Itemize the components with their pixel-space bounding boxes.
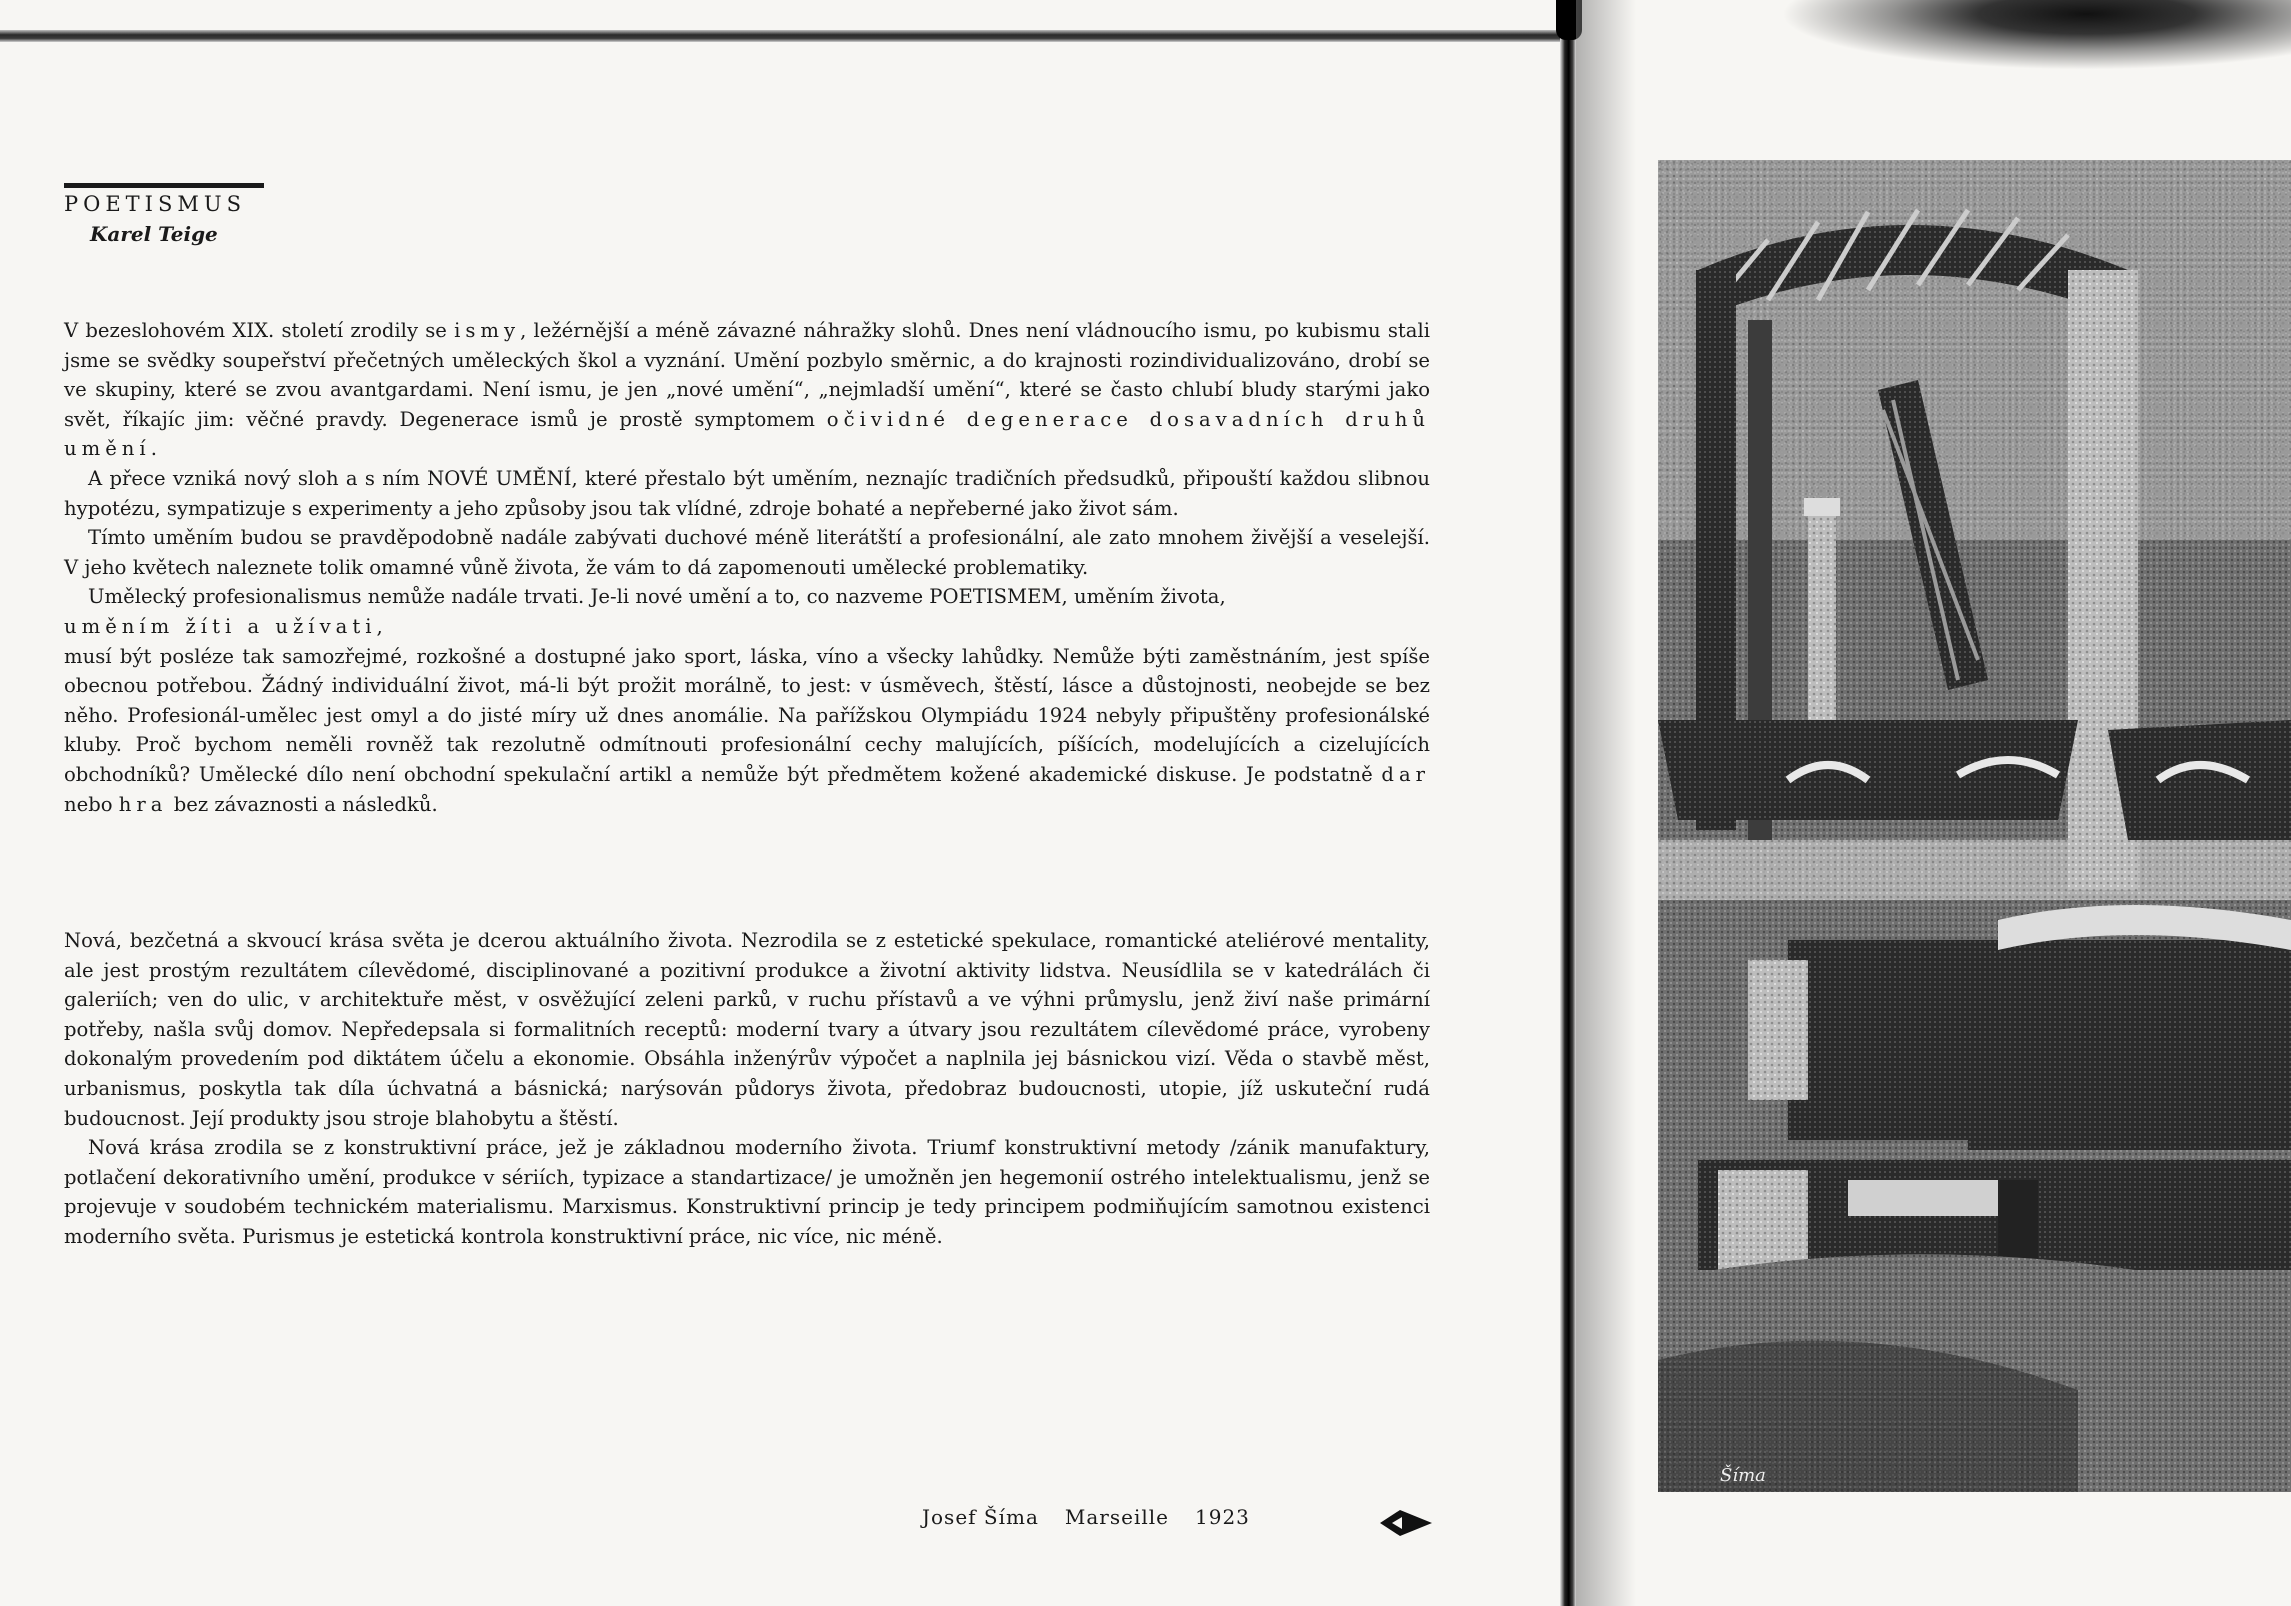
paragraph-3: Tímto uměním budou se pravděpodobně nadále zabývati duchové méně literátští a profesionální, ale zato mnohem živější a veselejší. V jeho květech naleznete tolik omamné vůně života, že vám to dá zapomenouti umělecké problematiky. (64, 526, 1430, 579)
text-block-2 (64, 926, 1430, 1252)
paragraph-6: Nová krása zrodila se z konstruktivní práce, jež je základnou moderního života. Triumf konstruktivní metody /zánik manufaktury, potlačení dekorativního umění, produkce v sériích, typizace a standartizace/ je umožněn jen hegemonií ostrého intelektualismu, jenž se projevuje v soudobém technickém materialismu. Marxismus. Konstruktivní princip je tedy principem podmiňujícím samotnou existenci moderního světa. Purismus je estetická kontrola konstruktivní práce, nic více, nic méně. (64, 1136, 1430, 1248)
paragraph-4a: Umělecký profesionalismus nemůže nadále trvati. Je-li nové umění a to, co nazveme POETISMEM, uměním života, (88, 585, 1226, 609)
article-author: Karel Teige (90, 222, 218, 246)
caption-place: Marseille (1064, 1505, 1169, 1529)
caption-year: 1923 (1195, 1505, 1250, 1529)
painting-image (1658, 160, 2291, 1492)
paragraph-4c: musí být posléze tak samozřejmé, rozkošné a dostupné jako sport, láska, víno a všecky lahůdky. Nemůže býti zaměstnáním, jest spíše obecnou potřebou. Žádný individuální život, má-li být prožit morálně, to jest: v úsměvech, štěstí, lásce a důstojnosti, neobejde se bez něho. Profesionál-umělec jest omyl a do jisté míry už dnes anomálie. Na pařížskou Olympiádu 1924 nebyly připuštěny profesionálské kluby. Proč bychom neměli rovněž tak rezolutně odmítnouti profesionální cechy malujících, píšících, modelujících a cizelujících obchodníků? Umělecké dílo není obchodní spekulační artikl a nemůže být předmětem kožené akademické diskuse. Je podstatně dar nebo hra bez závaznosti a následků. (64, 644, 1430, 816)
scan-smudge (1780, 0, 2291, 70)
paragraph-2: A přece vzniká nový sloh a s ním NOVÉ UMĚNÍ, které přestalo být uměním, neznajíc tradičních předsudků, připouští každou slibnou hypotézu, sympatizuje s experimenty a jeho způsoby jsou tak vlídné, zdroje bohaté a nepřeberné jako život sám. (64, 466, 1430, 520)
header-rule (64, 183, 264, 188)
paragraph-4b: uměním žíti a užívati, (64, 614, 388, 638)
caption-artist: Josef Šíma (922, 1505, 1039, 1529)
scan-edge-band (0, 30, 1565, 42)
article-title: POETISMUS (64, 192, 246, 216)
text-block-1 (64, 316, 1430, 819)
paragraph-5: Nová, bezčetná a skvoucí krása světa je dcerou aktuálního života. Nezrodila se z estetické spekulace, romantické ateliérové mentality, ale jest prostým rezultátem cílevědomé, disciplinované a pozitivní produkce a životní aktivity lidstva. Neusídlila se v katedrálách či galeriích; ven do ulic, v architektuře měst, v osvěžující zeleni parků, v ruchu přístavů a ve výhni průmyslu, jenž živí naše primární potřeby, našla svůj domov. Nepředepsala si formalitních receptů: moderní tvary a útvary jsou rezultátem cílevědomé práce, vyrobeny dokonalým provedením pod diktátem účelu a ekonomie. Obsáhla inženýrův výpočet a naplnila jej básnickou vizí. Věda o stavbě měst, urbanismus, poskytla tak díla úchvatná a básnická; narýsován půdorys života, předobraz budoucnosti, utopie, jíž uskuteční rudá budoucnost. Její produkty jsou stroje blahobytu a štěstí. (64, 929, 1430, 1130)
paragraph-1: V bezeslohovém XIX. století zrodily se ismy, ležérnější a méně závazné náhražky slohů. Dnes není vládnoucího ismu, po kubismu stali jsme se svědky soupeřství přečetných uměleckých škol a vyznání. Umění pozbylo směrnic, a do krajnosti rozindividualizováno, drobí se ve skupiny, které se zvou avantgardami. Není ismu, je jen „nové umění“, „nejmladší umění“, které se často chlubí bludy starými jako svět, říkajíc jim: věčné pravdy. Degenerace ismů je prostě symptomem očividné degenerace dosavadních druhů umění. (64, 319, 1430, 461)
painting-caption (922, 1505, 1250, 1529)
painting-illustration (1658, 160, 2291, 1492)
book-gutter (1560, 0, 1576, 1606)
painting-signature: Šíma (1720, 1465, 1766, 1486)
arrow-left-icon (1378, 1508, 1434, 1538)
gutter-shadow (1576, 0, 1636, 1606)
